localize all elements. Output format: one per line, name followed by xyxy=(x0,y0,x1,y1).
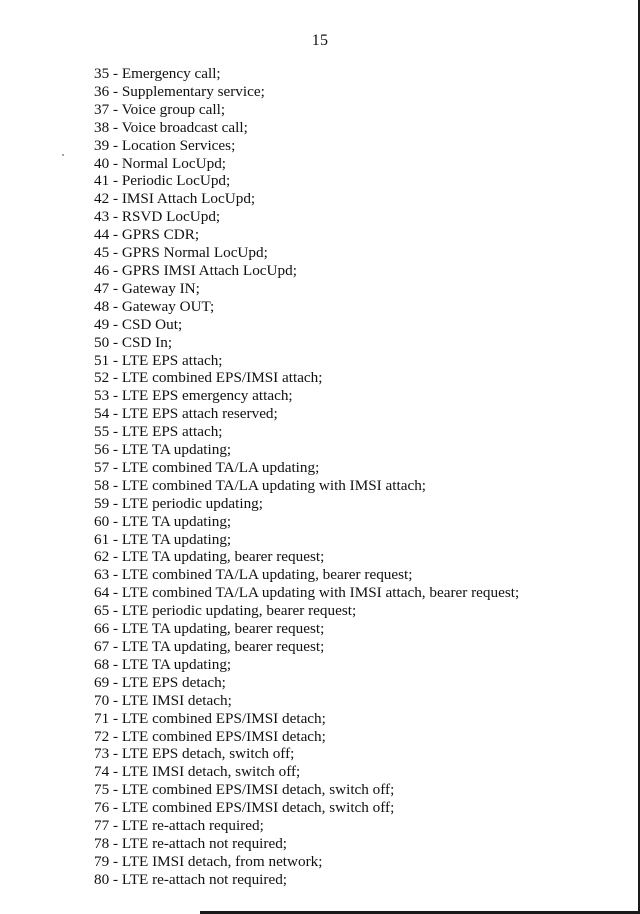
list-item: 36 - Supplementary service; xyxy=(94,82,265,100)
list-item: 54 - LTE EPS attach reserved; xyxy=(94,405,278,423)
list-item: 47 - Gateway IN; xyxy=(94,279,200,297)
list-item: 78 - LTE re-attach not required; xyxy=(94,834,288,852)
list-item: 76 - LTE combined EPS/IMSI detach, switch off; xyxy=(94,799,395,817)
list-item: 63 - LTE combined TA/LA updating, bearer request; xyxy=(94,566,413,584)
list-item: 61 - LTE TA updating; xyxy=(94,530,232,548)
list-item: 62 - LTE TA updating, bearer request; xyxy=(94,548,325,566)
list-item: 77 - LTE re-attach required; xyxy=(94,817,264,835)
code-list xyxy=(94,65,519,889)
list-item: 49 - CSD Out; xyxy=(94,315,183,333)
list-item: 56 - LTE TA updating; xyxy=(94,441,232,459)
list-item: 72 - LTE combined EPS/IMSI detach; xyxy=(94,727,326,745)
list-item: 59 - LTE periodic updating; xyxy=(94,494,263,512)
list-item: 40 - Normal LocUpd; xyxy=(94,154,227,172)
list-item: 70 - LTE IMSI detach; xyxy=(94,691,232,709)
scan-speck xyxy=(62,154,64,156)
list-item: 67 - LTE TA updating, bearer request; xyxy=(94,638,325,655)
list-item: 37 - Voice group call; xyxy=(94,100,226,118)
list-item: 46 - GPRS IMSI Attach LocUpd; xyxy=(94,261,297,279)
list-item: 68 - LTE TA updating; xyxy=(94,655,232,673)
list-item: 66 - LTE TA updating, bearer request; xyxy=(94,620,325,638)
list-item: 50 - CSD In; xyxy=(94,333,173,351)
list-item: 53 - LTE EPS emergency attach; xyxy=(94,387,293,405)
list-item: 75 - LTE combined EPS/IMSI detach, switch off; xyxy=(94,781,395,799)
list-item: 73 - LTE EPS detach, switch off; xyxy=(94,745,295,763)
list-item: 65 - LTE periodic updating, bearer request; xyxy=(94,602,357,620)
list-item: 39 - Location Services; xyxy=(94,136,236,154)
list-item: 80 - LTE re-attach not required; xyxy=(94,870,288,888)
list-item: 51 - LTE EPS attach; xyxy=(94,351,223,369)
list-item: 42 - IMSI Attach LocUpd; xyxy=(94,190,256,208)
list-item: 69 - LTE EPS detach; xyxy=(94,673,226,691)
list-item: 55 - LTE EPS attach; xyxy=(94,423,223,441)
list-item: 35 - Emergency call; xyxy=(94,65,221,82)
list-item: 71 - LTE combined EPS/IMSI detach; xyxy=(94,709,326,727)
list-item: 64 - LTE combined TA/LA updating with IMSI attach, bearer request; xyxy=(94,584,520,602)
list-item: 38 - Voice broadcast call; xyxy=(94,118,248,136)
list-item: 74 - LTE IMSI detach, switch off; xyxy=(94,763,301,781)
list-item: 48 - Gateway OUT; xyxy=(94,297,215,315)
list-item: 45 - GPRS Normal LocUpd; xyxy=(94,244,268,262)
list-item: 52 - LTE combined EPS/IMSI attach; xyxy=(94,369,323,387)
list-item: 43 - RSVD LocUpd; xyxy=(94,208,221,226)
list-item: 58 - LTE combined TA/LA updating with IMSI attach; xyxy=(94,476,427,494)
list-item: 79 - LTE IMSI detach, from network; xyxy=(94,852,323,870)
list-item: 41 - Periodic LocUpd; xyxy=(94,172,231,190)
list-item: 57 - LTE combined TA/LA updating; xyxy=(94,458,320,476)
list-item: 60 - LTE TA updating; xyxy=(94,512,232,530)
list-item: 44 - GPRS CDR; xyxy=(94,226,200,244)
page-number: 15 xyxy=(311,32,329,49)
